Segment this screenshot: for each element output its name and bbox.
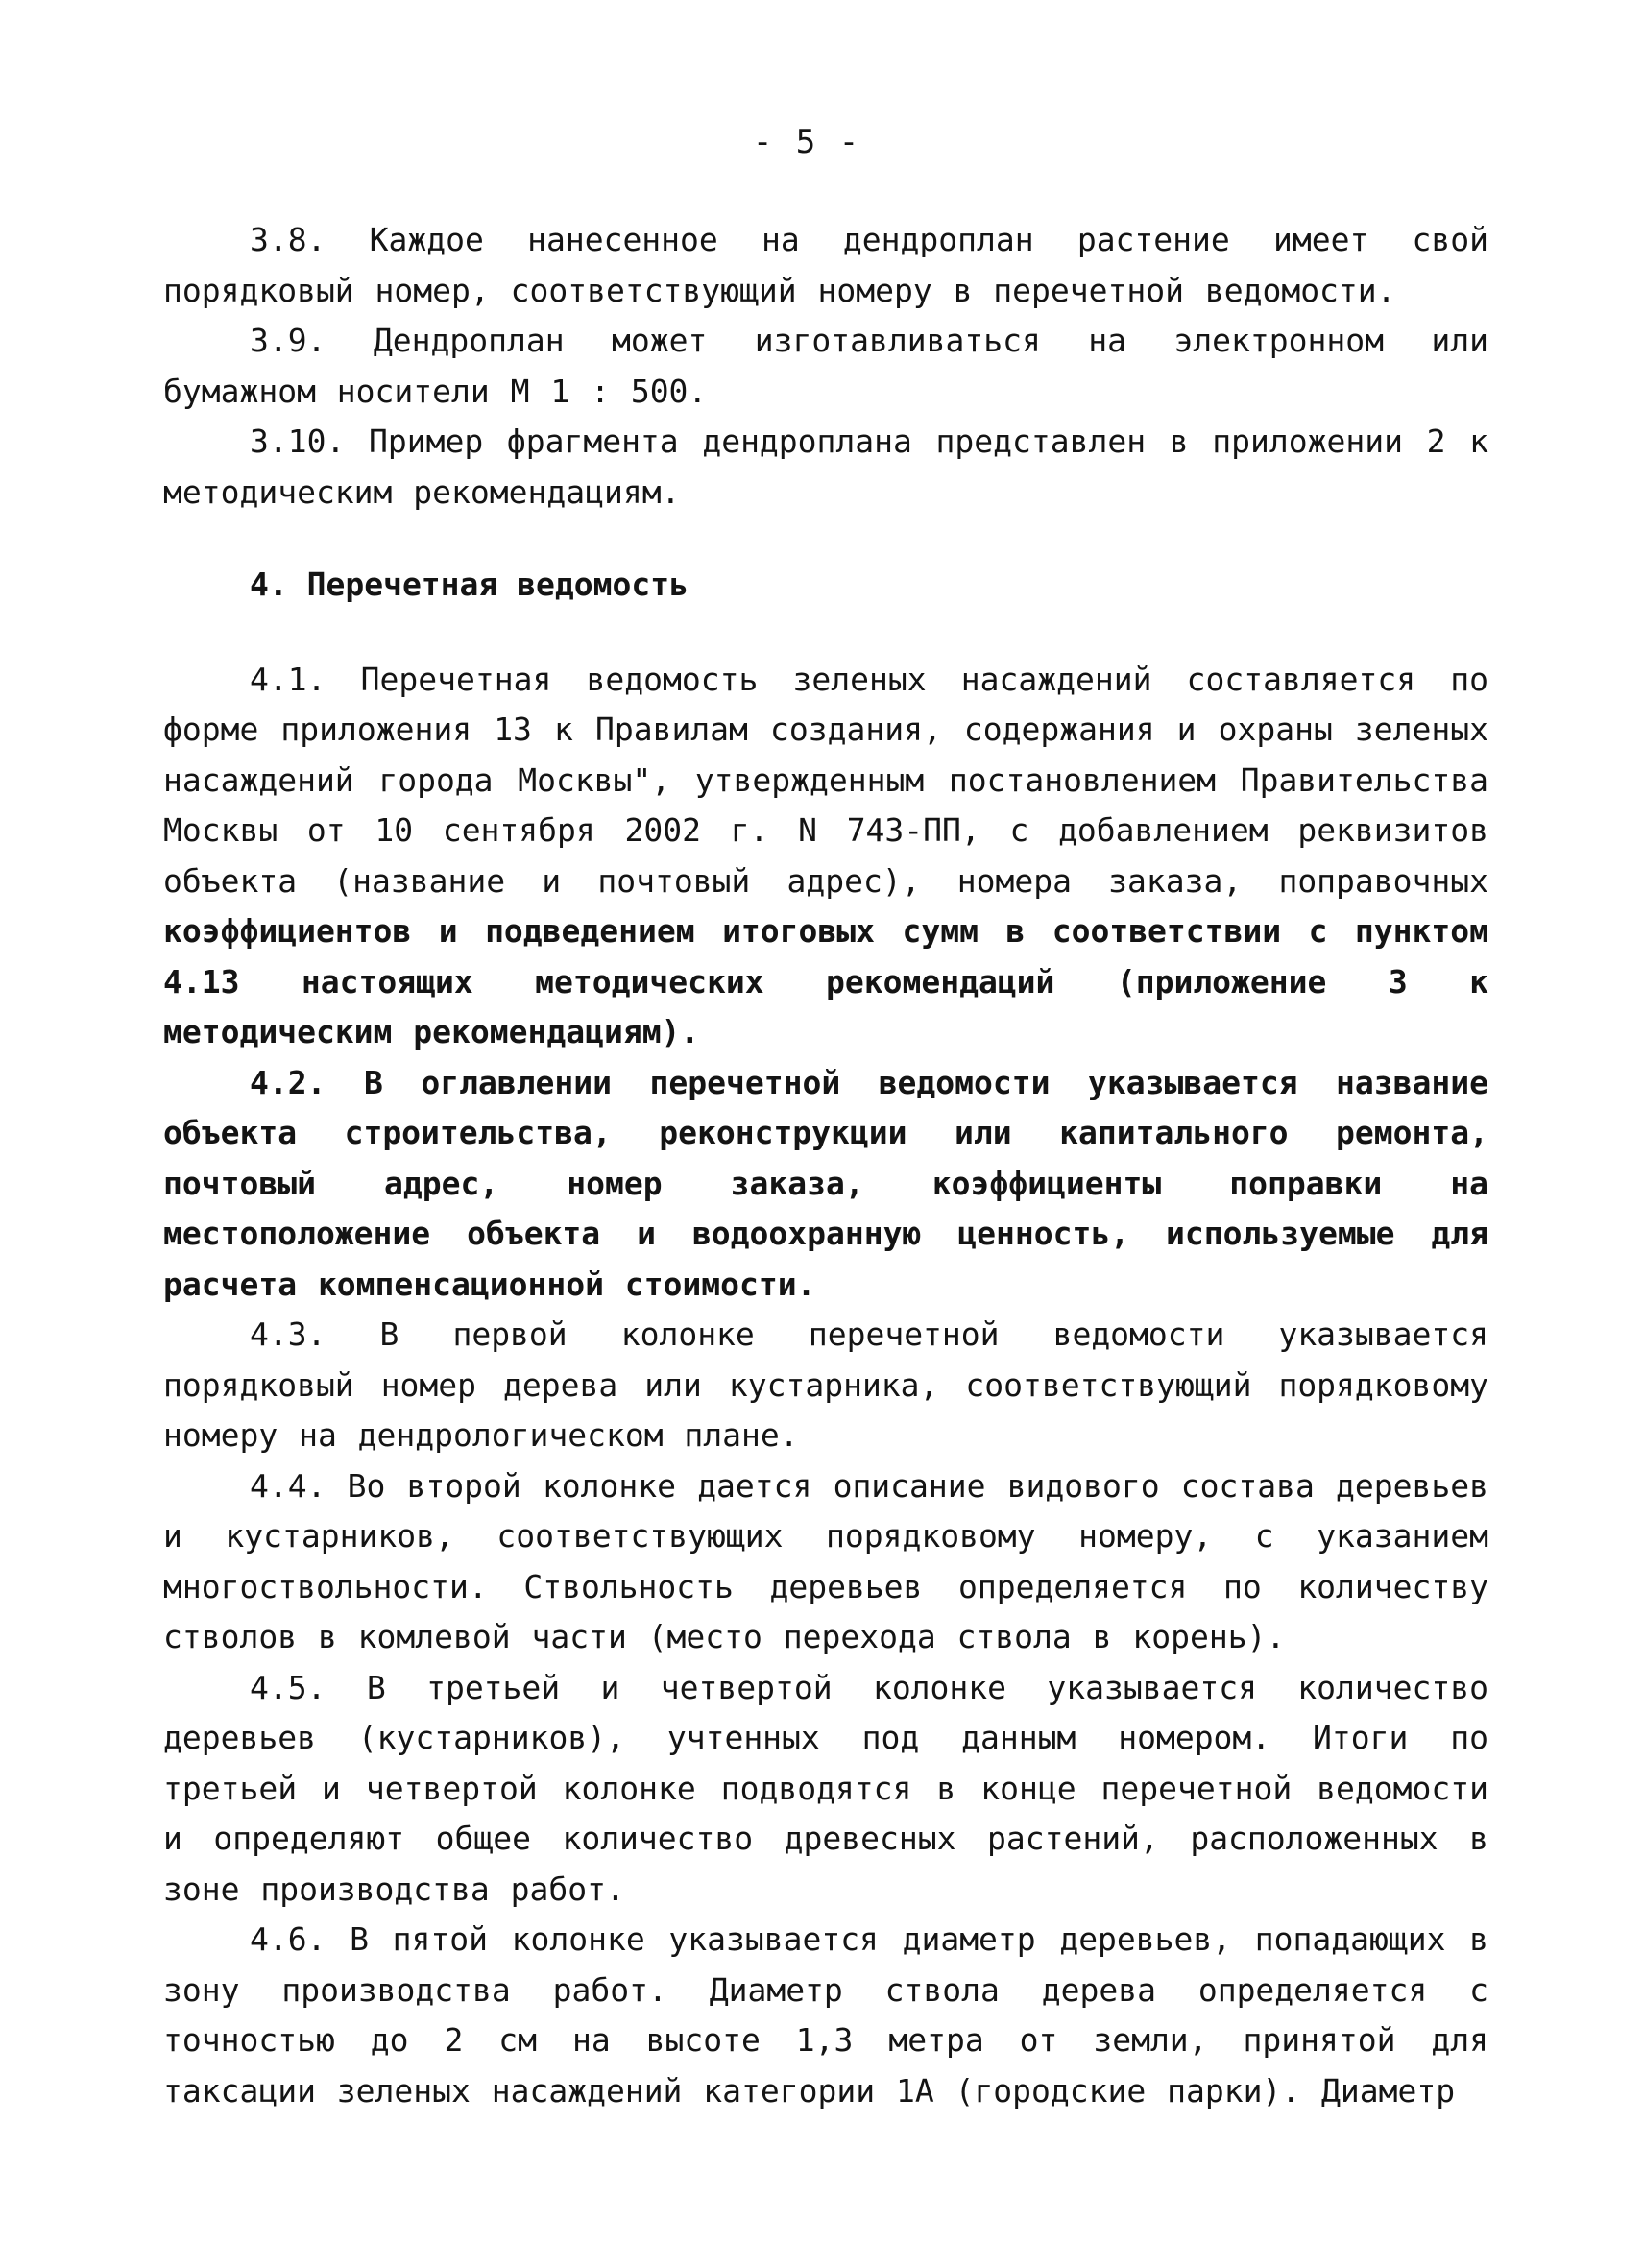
paragraph-4-6: 4.6. В пятой колонке указывается диаметр деревьев, попадающих в зону производства работ. Диаметр ствола дерева определяется с точностью до 2 см на высоте 1,3 метра от земли, принятой для таксации зеленых насаждений категории 1А (городские парки). Диаметр <box>163 1920 1488 2110</box>
paragraph-4-1-text: 4.1. Перечетная ведомость зеленых насаждений составляется по форме приложения 13 к Правилам создания, содержания и охраны зеленых насаждений города Москвы", утвержденным постановлением Правительства Москвы от 10 сентября 2002 г. N 743-ПП, с добавлением реквизитов объекта (название и почтовый адрес), номера заказа, поправочных <box>163 660 1488 900</box>
paragraph-4-1 <box>163 655 1488 1058</box>
paragraph-3-9: 3.9. Дендроплан может изготавливаться на электронном или бумажном носители М 1 : 500. <box>163 322 1488 410</box>
paragraph-4-4-text: 4.4. Во второй колонке дается описание видового состава деревьев и кустарников, соответствующих порядковому номеру, с указанием многоствольности. <box>163 1466 1488 1605</box>
paragraph-3-8: 3.8. Каждое нанесенное на дендроплан растение имеет свой порядковый номер, соответствующий номеру в перечетной ведомости. <box>163 221 1488 309</box>
paragraph-4-4 <box>163 1461 1488 1663</box>
paragraph-4-3: 4.3. В первой колонке перечетной ведомости указывается порядковый номер дерева или кустарника, соответствующий порядковому номеру на дендрологическом плане. <box>163 1315 1488 1454</box>
paragraph-4-2: 4.2. В оглавлении перечетной ведомости указывается название объекта строительства, реконструкции или капитального ремонта, почтовый адрес, номер заказа, коэффициенты поправки на местоположение объекта и водоохранную ценность, используемые для расчета компенсационной стоимости. <box>163 1063 1488 1303</box>
paragraph-3-10: 3.10. Пример фрагмента дендроплана представлен в приложении 2 к методическим рекомендациям. <box>163 422 1488 511</box>
paragraph-4-5: 4.5. В третьей и четвертой колонке указывается количество деревьев (кустарников), учтенных под данным номером. Итоги по третьей и четвертой колонке подводятся в конце перечетной ведомости и определяют общее количество древесных растений, расположенных в зоне производства работ. <box>163 1668 1488 1908</box>
page-number: - 5 - <box>752 123 861 161</box>
paragraph-4-4-text-cont: Ствольность деревьев определяется по количеству стволов в комлевой части (место перехода ствола в корень). <box>163 1567 1488 1655</box>
page-content <box>163 215 1488 2116</box>
paragraph-4-1-bold-text: коэффициентов и подведением итоговых сумм в соответствии с пунктом 4.13 настоящих методических рекомендаций (приложение 3 к методическим рекомендациям). <box>163 912 1488 1050</box>
section-4-heading: 4. Перечетная ведомость <box>250 566 689 603</box>
